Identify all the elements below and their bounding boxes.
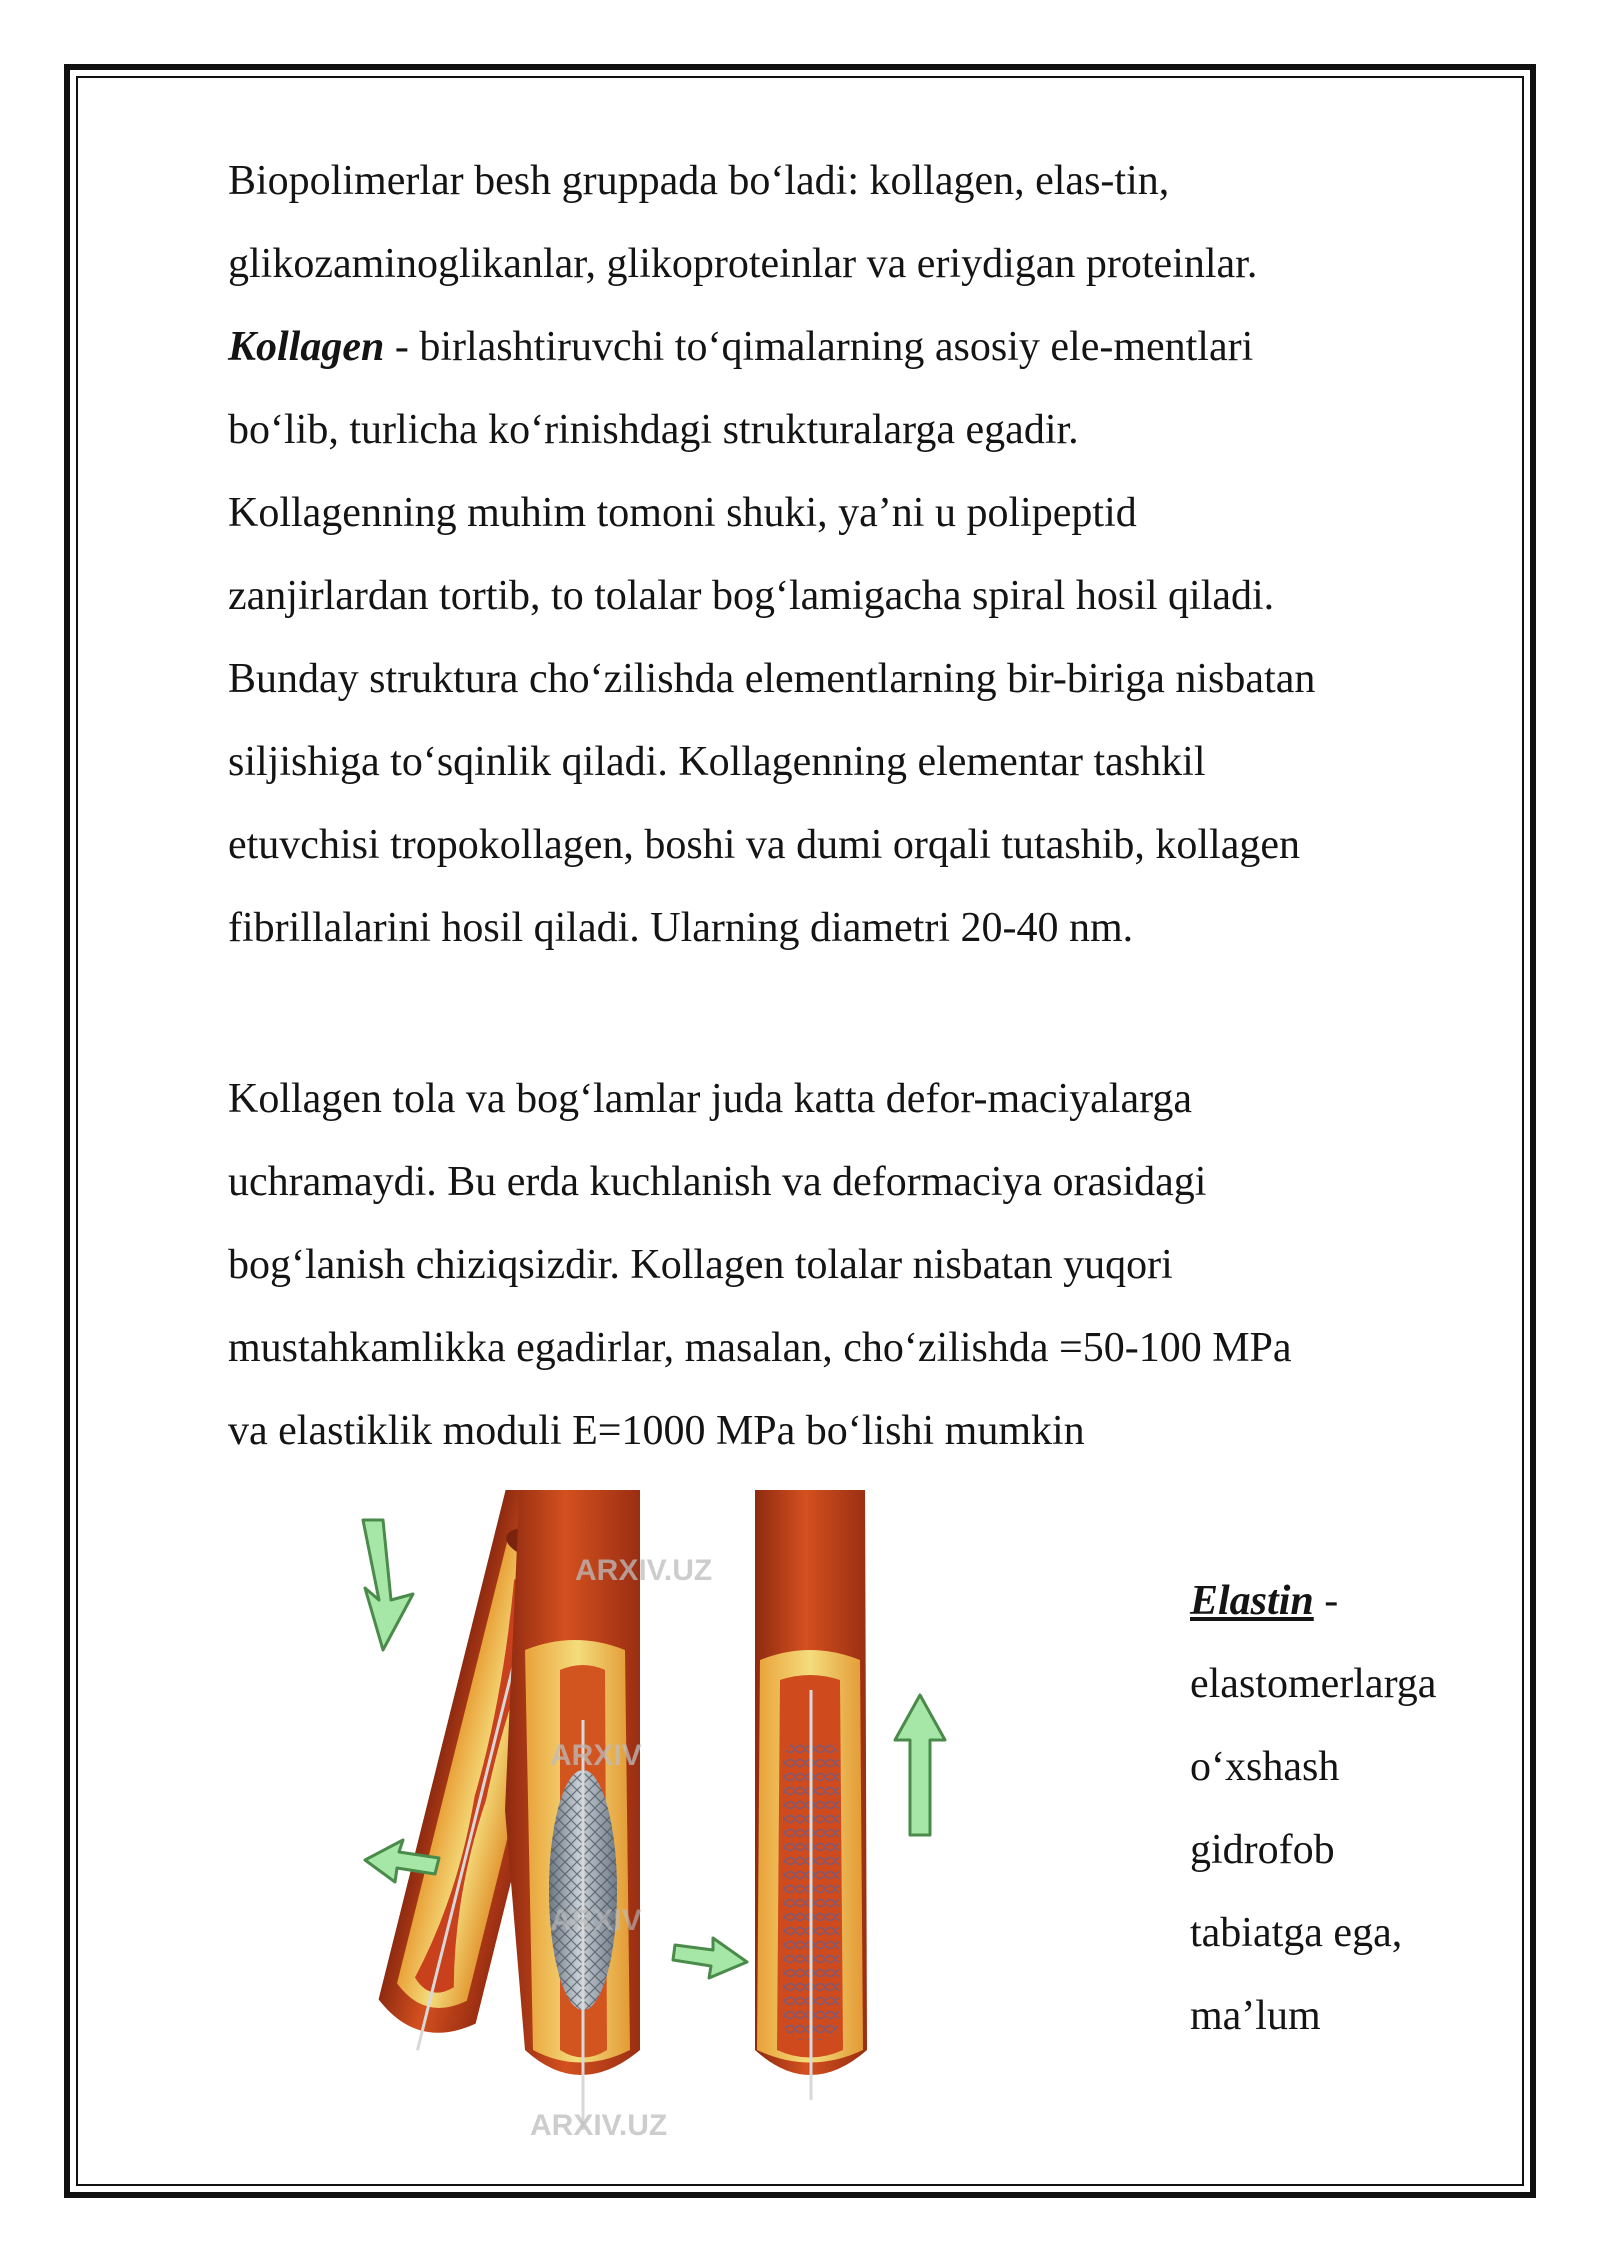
watermark: ARXIV bbox=[550, 1739, 642, 1772]
vessel-stent bbox=[755, 1490, 867, 2100]
text-line: ma’lum bbox=[1190, 1993, 1321, 2039]
text-line: boʻlib, turlicha koʻrinishdagi strukturalarga egadir. bbox=[228, 407, 1079, 453]
paragraph-biopolymers bbox=[228, 140, 1508, 970]
text-line: fibrillalarini hosil qiladi. Ularning diametri 20-40 nm. bbox=[228, 905, 1134, 951]
text-line: zanjirlardan tortib, to tolalar bogʻlamigacha spiral hosil qiladi. bbox=[228, 573, 1275, 619]
text-line: siljishiga toʻsqinlik qiladi. Kollagenning elementar tashkil bbox=[228, 739, 1206, 785]
watermark: ARXIV.UZ bbox=[530, 2109, 668, 2142]
text-line: mustahkamlikka egadirlar, masalan, choʻzilishda =50-100 MPa bbox=[228, 1325, 1292, 1371]
text-line: oʻxshash bbox=[1190, 1744, 1340, 1790]
text-line: Bunday struktura choʻzilishda elementlarning bir-biriga nisbatan bbox=[228, 656, 1316, 702]
text-line: Kollagen tola va bogʻlamlar juda katta defor-maciyalarga bbox=[228, 1076, 1192, 1122]
text-line: tabiatga ega, bbox=[1190, 1910, 1403, 1956]
text-line: bogʻlanish chiziqsizdir. Kollagen tolalar nisbatan yuqori bbox=[228, 1242, 1173, 1288]
text-line-kollagen bbox=[228, 306, 1508, 389]
text-fragment: - birlashtiruvchi toʻqimalarning asosiy ele-mentlari bbox=[384, 324, 1254, 370]
arrow-down-icon bbox=[363, 1520, 413, 1650]
arrow-up-icon bbox=[895, 1695, 945, 1835]
text-line: Biopolimerlar besh gruppada boʻladi: kollagen, elas-tin, bbox=[228, 158, 1170, 204]
text-line: glikozaminoglikanlar, glikoproteinlar va eriydigan proteinlar. bbox=[228, 241, 1258, 287]
text-line-elastin bbox=[1190, 1560, 1436, 1643]
watermark: ARXIV.UZ bbox=[575, 1554, 713, 1587]
text-line: etuvchisi tropokollagen, boshi va dumi orqali tutashib, kollagen bbox=[228, 822, 1300, 868]
term-kollagen: Kollagen bbox=[228, 324, 385, 370]
watermark: ARXIV bbox=[550, 1904, 642, 1937]
text-fragment: - bbox=[1313, 1578, 1339, 1624]
text-line: va elastiklik moduli E=1000 MPa boʻlishi mumkin bbox=[228, 1408, 1085, 1454]
arrow-right-icon bbox=[673, 1938, 747, 1978]
text-line: gidrofob bbox=[1190, 1827, 1335, 1873]
text-line: elastomerlarga bbox=[1190, 1661, 1437, 1707]
text-line: uchramaydi. Bu erda kuchlanish va deformaciya orasidagi bbox=[228, 1159, 1207, 1205]
angioplasty-illustration bbox=[355, 1490, 1170, 2150]
term-elastin: Elastin bbox=[1190, 1578, 1314, 1624]
text-line: Kollagenning muhim tomoni shuki, ya’ni u polipeptid bbox=[228, 490, 1137, 536]
paragraph-collagen-deformation bbox=[228, 1058, 1508, 1473]
elastin-sidebar-text bbox=[1190, 1560, 1436, 2058]
